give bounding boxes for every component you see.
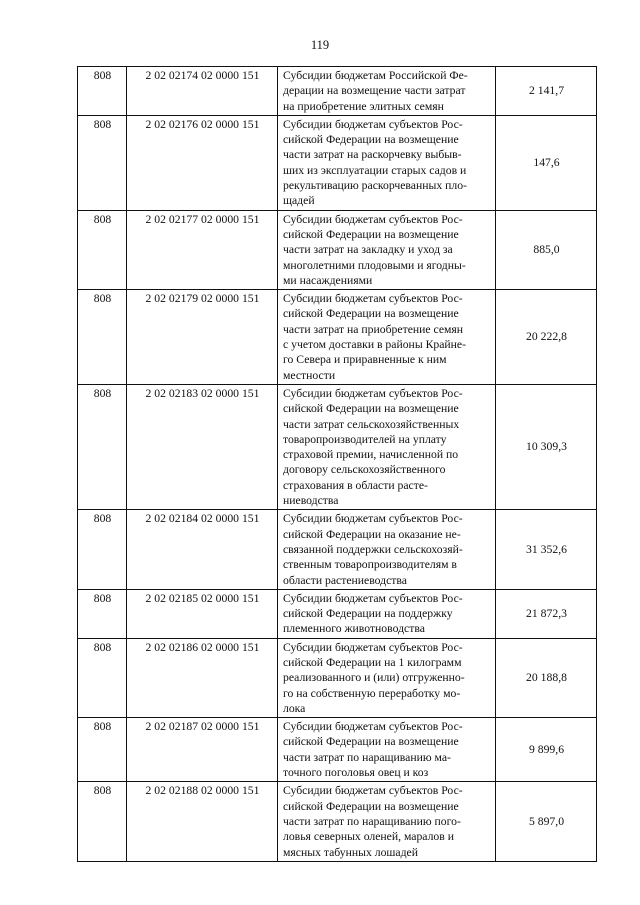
budget-classification-code-cell: 2 02 02177 02 0000 151 xyxy=(127,210,278,289)
description-line: на приобретение элитных семян xyxy=(283,99,444,113)
description-line: лока xyxy=(283,701,306,715)
amount-cell: 10 309,3 xyxy=(496,384,597,509)
description-line: ших из эксплуатации старых садов и xyxy=(283,163,467,177)
description-line: ловья северных оленей, маралов и xyxy=(283,830,454,844)
table-row xyxy=(78,782,597,861)
description-line: мясных табунных лошадей xyxy=(283,845,418,859)
description-line: Субсидии бюджетам субъектов Рос- xyxy=(283,386,463,400)
description-line: точного поголовья овец и коз xyxy=(283,766,429,780)
admin-code-cell: 808 xyxy=(78,510,127,589)
budget-classification-code-cell: 2 02 02185 02 0000 151 xyxy=(127,589,278,638)
table-row xyxy=(78,290,597,385)
description-line: щадей xyxy=(283,194,315,208)
description-line: местности xyxy=(283,368,336,382)
description-line: Субсидии бюджетам субъектов Рос- xyxy=(283,212,463,226)
income-description-cell xyxy=(278,589,496,638)
table-row xyxy=(78,638,597,717)
description-line: сийской Федерации на 1 килограмм xyxy=(283,655,462,669)
budget-classification-code-cell: 2 02 02183 02 0000 151 xyxy=(127,384,278,509)
table-row xyxy=(78,210,597,289)
budget-revenue-table xyxy=(77,66,597,862)
amount-cell: 21 872,3 xyxy=(496,589,597,638)
amount-cell: 885,0 xyxy=(496,210,597,289)
description-line: сийской Федерации на возмещение xyxy=(283,133,459,147)
income-description-cell xyxy=(278,115,496,210)
budget-classification-code-cell: 2 02 02176 02 0000 151 xyxy=(127,115,278,210)
budget-classification-code-cell: 2 02 02186 02 0000 151 xyxy=(127,638,278,717)
description-line: го на собственную переработку мо- xyxy=(283,686,461,700)
description-line: Субсидии бюджетам субъектов Рос- xyxy=(283,640,463,654)
income-description-cell xyxy=(278,782,496,861)
description-line: ми насаждениями xyxy=(283,273,373,287)
amount-cell: 5 897,0 xyxy=(496,782,597,861)
table-row xyxy=(78,589,597,638)
description-line: дерации на возмещение части затрат xyxy=(283,84,466,98)
description-line: многолетними плодовыми и ягодны- xyxy=(283,258,466,272)
amount-cell: 20 222,8 xyxy=(496,290,597,385)
admin-code-cell: 808 xyxy=(78,589,127,638)
admin-code-cell: 808 xyxy=(78,638,127,717)
table-row xyxy=(78,718,597,782)
description-line: сийской Федерации на оказание не- xyxy=(283,527,461,541)
income-description-cell xyxy=(278,210,496,289)
description-line: части затрат по наращиванию пого- xyxy=(283,814,461,828)
description-line: ниеводства xyxy=(283,494,339,508)
table-body xyxy=(78,67,597,862)
table-row xyxy=(78,115,597,210)
description-line: сийской Федерации на возмещение xyxy=(283,735,459,749)
description-line: договору сельскохозяйственного xyxy=(283,463,446,477)
description-line: части затрат по наращиванию ма- xyxy=(283,750,451,764)
budget-classification-code-cell: 2 02 02188 02 0000 151 xyxy=(127,782,278,861)
budget-classification-code-cell: 2 02 02174 02 0000 151 xyxy=(127,67,278,116)
budget-classification-code-cell: 2 02 02184 02 0000 151 xyxy=(127,510,278,589)
amount-cell: 31 352,6 xyxy=(496,510,597,589)
budget-classification-code-cell: 2 02 02179 02 0000 151 xyxy=(127,290,278,385)
description-line: го Севера и приравненные к ним xyxy=(283,353,447,367)
income-description-cell xyxy=(278,290,496,385)
description-line: Субсидии бюджетам субъектов Рос- xyxy=(283,720,463,734)
description-line: Субсидии бюджетам субъектов Рос- xyxy=(283,292,463,306)
description-line: Субсидии бюджетам Российской Фе- xyxy=(283,69,468,82)
table-row xyxy=(78,67,597,116)
amount-cell: 2 141,7 xyxy=(496,67,597,116)
budget-classification-code-cell: 2 02 02187 02 0000 151 xyxy=(127,718,278,782)
description-line: страховой премии, начисленной по xyxy=(283,448,459,462)
amount-cell: 147,6 xyxy=(496,115,597,210)
description-line: рекультивацию раскорчеванных пло- xyxy=(283,179,467,193)
income-description-cell xyxy=(278,384,496,509)
amount-cell: 20 188,8 xyxy=(496,638,597,717)
description-line: сийской Федерации на поддержку xyxy=(283,607,453,621)
description-line: реализованного и (или) отгруженно- xyxy=(283,671,465,685)
description-line: товаропроизводителей на уплату xyxy=(283,432,447,446)
description-line: сийской Федерации на возмещение xyxy=(283,227,459,241)
admin-code-cell: 808 xyxy=(78,210,127,289)
description-line: части затрат на закладку и уход за xyxy=(283,243,453,257)
description-line: Субсидии бюджетам субъектов Рос- xyxy=(283,117,463,131)
description-line: сийской Федерации на возмещение xyxy=(283,402,459,416)
description-line: области растениеводства xyxy=(283,573,407,587)
description-line: части затрат на приобретение семян xyxy=(283,322,464,336)
description-line: с учетом доставки в районы Крайне- xyxy=(283,338,467,352)
admin-code-cell: 808 xyxy=(78,384,127,509)
admin-code-cell: 808 xyxy=(78,67,127,116)
table-row xyxy=(78,384,597,509)
amount-cell: 9 899,6 xyxy=(496,718,597,782)
page-number: 119 xyxy=(310,38,330,52)
description-line: сийской Федерации на возмещение xyxy=(283,799,459,813)
admin-code-cell: 808 xyxy=(78,290,127,385)
description-line: связанной поддержки сельскохозяй- xyxy=(283,542,463,556)
description-line: сийской Федерации на возмещение xyxy=(283,307,459,321)
table-row xyxy=(78,510,597,589)
admin-code-cell: 808 xyxy=(78,718,127,782)
description-line: ственным товаропроизводителям в xyxy=(283,558,457,572)
income-description-cell xyxy=(278,67,496,116)
description-line: части затрат сельскохозяйственных xyxy=(283,417,460,431)
admin-code-cell: 808 xyxy=(78,115,127,210)
income-description-cell xyxy=(278,718,496,782)
income-description-cell xyxy=(278,510,496,589)
description-line: Субсидии бюджетам субъектов Рос- xyxy=(283,512,463,526)
description-line: племенного животноводства xyxy=(283,622,425,636)
description-line: Субсидии бюджетам субъектов Рос- xyxy=(283,784,463,798)
income-description-cell xyxy=(278,638,496,717)
admin-code-cell: 808 xyxy=(78,782,127,861)
description-line: страхования в области расте- xyxy=(283,478,428,492)
description-line: части затрат на раскорчевку выбыв- xyxy=(283,148,462,162)
description-line: Субсидии бюджетам субъектов Рос- xyxy=(283,591,463,605)
